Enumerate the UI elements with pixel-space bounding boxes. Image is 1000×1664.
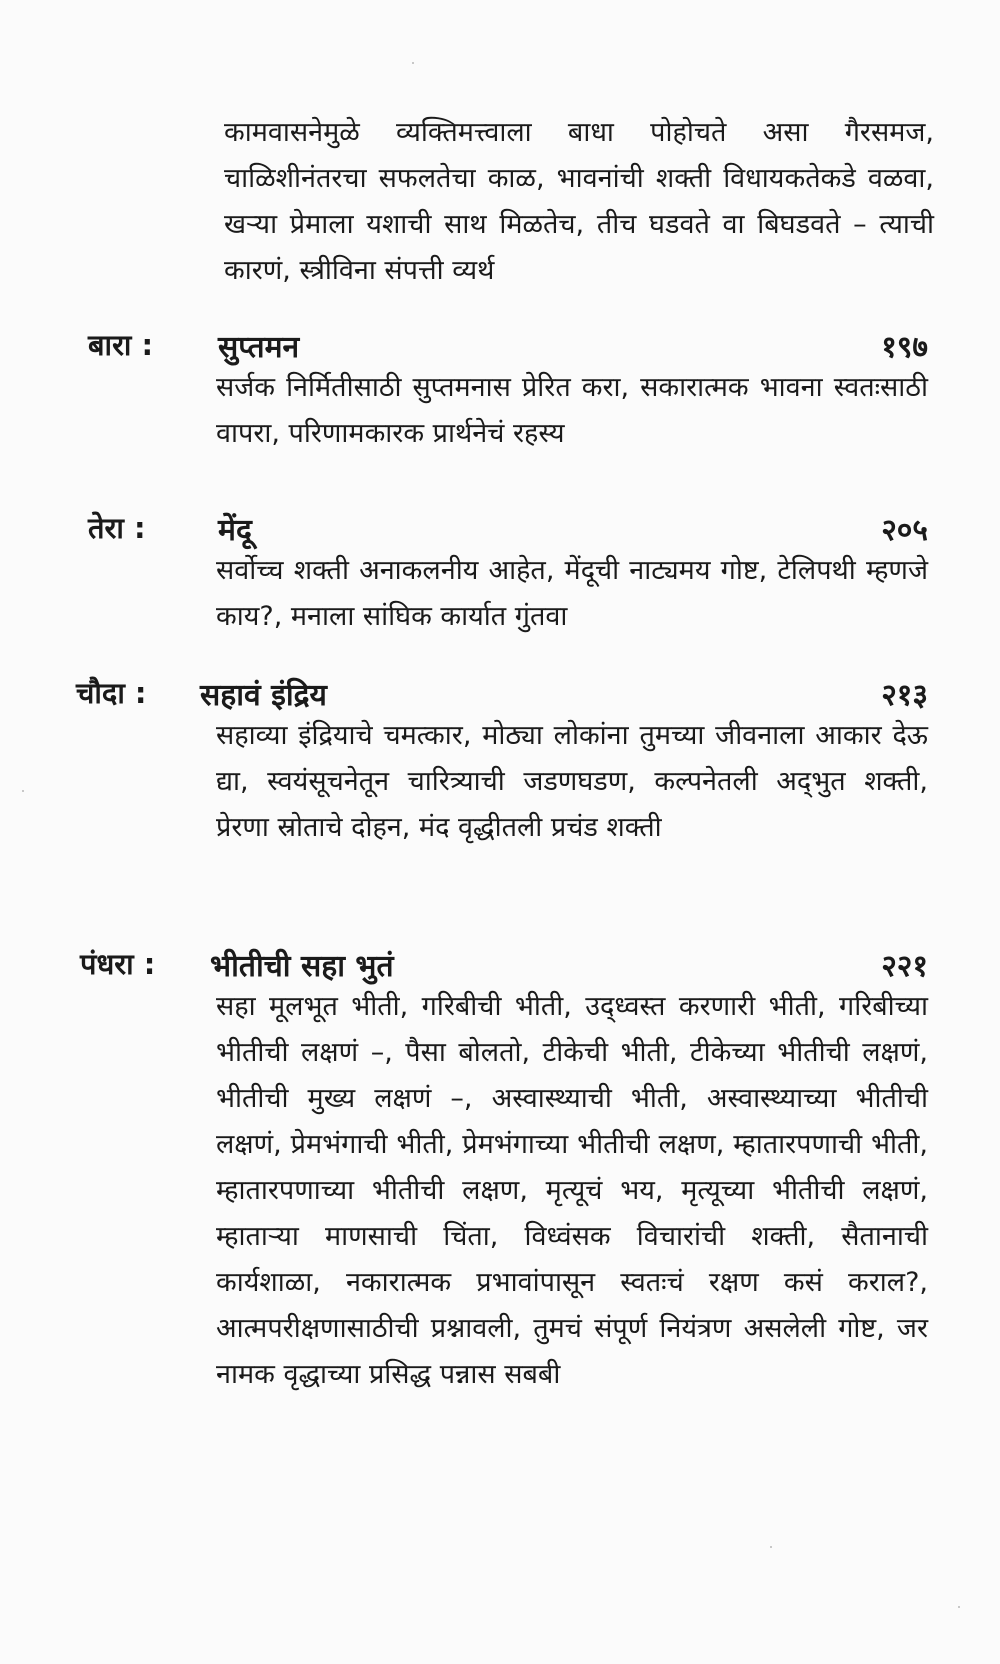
chapter-entry-twelve bbox=[0, 325, 1000, 449]
chapter-title: सहावं इंद्रिय bbox=[200, 678, 327, 713]
chapter-description: सहा मूलभूत भीती, गरिबीची भीती, उद्‌ध्वस्त करणारी भीती, गरिबीच्या भीतीची लक्षणं –, पैसा बोलतो, टीकेची भीती, टीकेच्या भीतीची लक्षणं, भीतीची मुख्य लक्षणं –, अस्वास्थ्याची भीती, अस्वास्थ्याच्या भीतीची लक्षणं, प्रेमभंगाची भीती, प्रेमभंगाच्या भीतीची लक्षण, म्हातारपणाची भीती, म्हातारपणाच्या भीतीची लक्षण, मृत्यूचं भय, मृत्यूच्या भीतीची लक्षणं, म्हाताऱ्या माणसाची चिंता, विध्वंसक विचारांची शक्ती, सैतानाची कार्यशाळा, नकारात्मक प्रभावांपासून स्वतःचं रक्षण कसं कराल?, आत्मपरीक्षणासाठीची प्रश्नावली, तुमचं संपूर्ण नियंत्रण असलेली गोष्ट, जर नामक वृद्धाच्या प्रसिद्ध पन्नास सबबी bbox=[216, 991, 928, 1390]
chapter-number: पंधरा : bbox=[80, 947, 156, 981]
paper-speck bbox=[412, 62, 414, 64]
chapter-number: बारा : bbox=[88, 328, 154, 362]
chapter-page-number: २०५ bbox=[881, 513, 928, 548]
chapter-title: सुप्तमन bbox=[218, 330, 300, 365]
paper-speck bbox=[958, 1606, 960, 1608]
chapter-page-number: २२१ bbox=[881, 949, 928, 984]
chapter-page-number: १९७ bbox=[881, 330, 928, 365]
chapter-page-number: २१३ bbox=[881, 678, 928, 713]
chapter-entry-fourteen bbox=[0, 673, 1000, 843]
chapter-entry-thirteen bbox=[0, 508, 1000, 632]
chapter-eleven-description: कामवासनेमुळे व्यक्तिमत्त्वाला बाधा पोहोचते असा गैरसमज, चाळिशीनंतरचा सफलतेचा काळ, भावनांची शक्ती विधायकतेकडे वळवा, खऱ्या प्रेमाला यशाची साथ मिळतेच, तीच घडवते वा बिघडवते – त्याची कारणं, स्त्रीविना संपत्ती व्यर्थ bbox=[224, 117, 934, 286]
chapter-number: चौदा : bbox=[76, 676, 147, 710]
chapter-title: भीतीची सहा भुतं bbox=[210, 949, 394, 984]
chapter-entry-fifteen bbox=[0, 944, 1000, 1390]
chapter-description: सर्वोच्च शक्ती अनाकलनीय आहेत, मेंदूची नाट्यमय गोष्ट, टेलिपथी म्हणजे काय?, मनाला सांघिक कार्यात गुंतवा bbox=[216, 555, 928, 632]
chapter-description: सर्जक निर्मितीसाठी सुप्तमनास प्रेरित करा, सकारात्मक भावना स्वतःसाठी वापरा, परिणामकारक प्रार्थनेचं रहस्य bbox=[216, 372, 928, 449]
chapter-description: सहाव्या इंद्रियाचे चमत्कार, मोठ्या लोकांना तुमच्या जीवनाला आकार देऊ द्या, स्वयंसूचनेतून चारित्र्याची जडणघडण, कल्पनेतली अद्‌भुत शक्ती, प्रेरणा स्रोताचे दोहन, मंद वृद्धीतली प्रचंड शक्ती bbox=[216, 720, 928, 843]
paper-speck bbox=[22, 790, 24, 792]
chapter-number: तेरा : bbox=[88, 511, 146, 545]
paper-speck bbox=[770, 1546, 772, 1548]
chapter-title: मेंदू bbox=[218, 513, 252, 548]
